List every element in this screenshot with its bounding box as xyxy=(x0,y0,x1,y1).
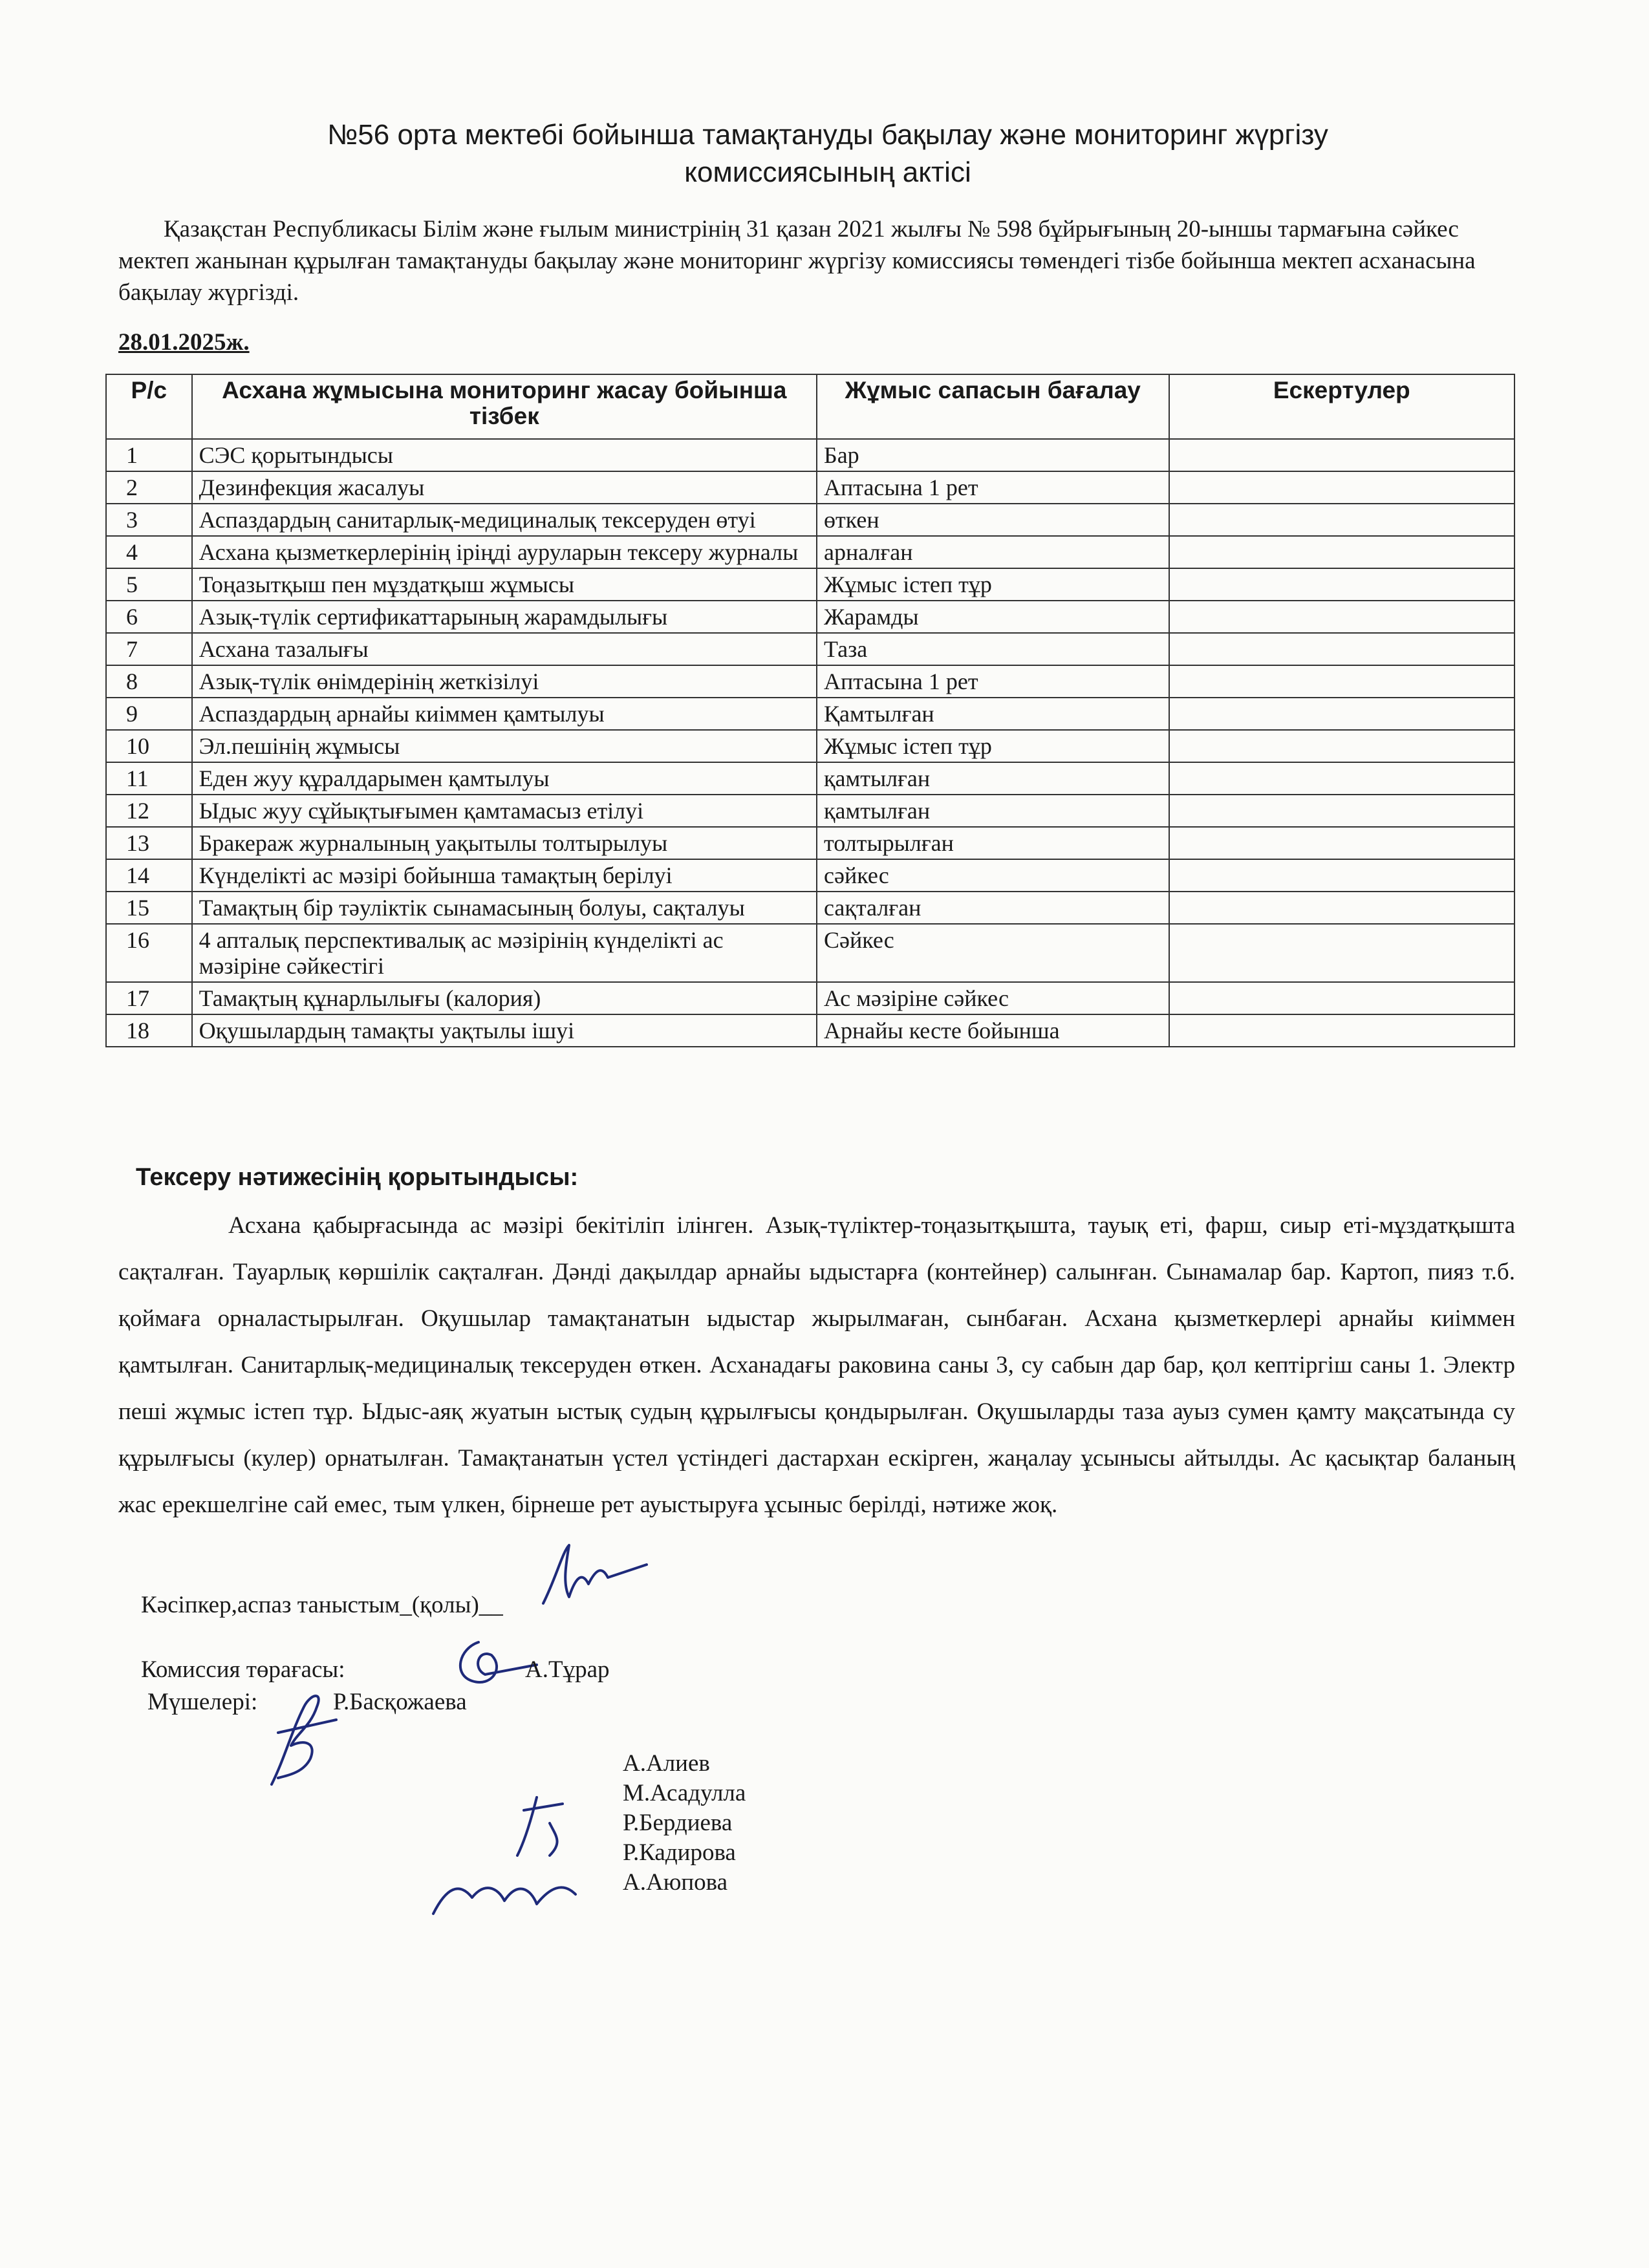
row-number: 1 xyxy=(106,439,192,471)
row-number: 5 xyxy=(106,568,192,601)
table-row xyxy=(106,665,1514,698)
row-quality: Ас мәзіріне сәйкес xyxy=(817,982,1169,1014)
member-signature-2 xyxy=(420,1784,601,1927)
row-quality: Таза xyxy=(817,633,1169,665)
chair-label: Комиссия төрағасы: xyxy=(141,1656,345,1683)
header-num: Р/с xyxy=(106,374,192,439)
row-criteria: Аспаздардың арнайы киіммен қамтылуы xyxy=(192,698,817,730)
row-notes xyxy=(1169,471,1514,504)
row-number: 12 xyxy=(106,795,192,827)
header-quality: Жұмыс сапасын бағалау xyxy=(817,374,1169,439)
table-row xyxy=(106,1014,1514,1047)
row-quality: арналған xyxy=(817,536,1169,568)
row-quality: толтырылған xyxy=(817,827,1169,859)
results-title: Тексеру нәтижесінің қорытындысы: xyxy=(136,1164,579,1191)
row-number: 13 xyxy=(106,827,192,859)
header-criteria: Асхана жұмысына мониторинг жасау бойынша тізбек xyxy=(192,374,817,439)
results-text: Асхана қабырғасында ас мәзірі бекітіліп ілінген. Азық-түліктер-тоңазытқышта, тауық еті, фарш, сиыр еті-мұздатқышта сақталған. Тауарлық көршілік сақталған. Дәнді дақылдар арнайы ыдыстарға (контейнер) салынған. Сынамалар бар. Картоп, пияз т.б. қоймаға орналастырылған. Оқушылар тамақтанатын ыдыстар жырылмаған, сынбаған. Асхана қызметкерлері арнайы киіммен қамтылған. Санитарлық-медициналық тексеруден өткен. Асханадағы раковина саны 3, су сабын дар бар, қол кептіргіш саны 1. Электр пеші жұмыс істеп тұр. Ыдыс-аяқ жуатын ыстық судың құрылғысы қондырылған. Оқушыларды таза ауыз сумен қамту мақсатында су құрылғысы (кулер) орнатылған. Тамақтанатын үстел үстіндегі дастархан ескірген, жаңалау ұсынысы айтылды. Ас қасықтар баланың жас ерекшелгіне сай емес, тым үлкен, бірнеше рет ауыстыруға ұсыныс берілді, нәтиже жоқ. xyxy=(118,1212,1515,1518)
member-first-name: Р.Басқожаева xyxy=(333,1689,467,1715)
table-row xyxy=(106,859,1514,892)
row-notes xyxy=(1169,568,1514,601)
row-quality: қамтылған xyxy=(817,762,1169,795)
row-notes xyxy=(1169,762,1514,795)
table-row xyxy=(106,892,1514,924)
title-line-1: №56 орта мектебі бойынша тамақтануды бақылау және мониторинг жүргізу xyxy=(327,119,1328,151)
row-criteria: Тамақтың бір тәуліктік сынамасының болуы, сақталуы xyxy=(192,892,817,924)
table-row xyxy=(106,601,1514,633)
intro-text: Қазақстан Республикасы Білім және ғылым министрінің 31 қазан 2021 жылғы № 598 бұйрығының 20-ыншы тармағына сәйкес мектеп жанынан құрылған тамақтануды бақылау және мониторинг жүргізу комиссиясы төмендегі тізбе бойынша мектеп асханасына бақылау жүргізді. xyxy=(118,216,1476,306)
row-quality: Сәйкес xyxy=(817,924,1169,982)
row-quality: Бар xyxy=(817,439,1169,471)
table-row xyxy=(106,504,1514,536)
cook-acknowledgement: Кәсіпкер,аспаз таныстым_(қолы)__ xyxy=(141,1592,503,1618)
row-notes xyxy=(1169,827,1514,859)
member-name: А.Алиев xyxy=(623,1750,710,1777)
cook-signature xyxy=(530,1539,660,1616)
row-quality: сақталған xyxy=(817,892,1169,924)
row-notes xyxy=(1169,504,1514,536)
member-name: Р.Кадирова xyxy=(623,1839,736,1866)
row-criteria: СЭС қорытындысы xyxy=(192,439,817,471)
table-row xyxy=(106,827,1514,859)
table-row xyxy=(106,982,1514,1014)
row-number: 10 xyxy=(106,730,192,762)
row-notes xyxy=(1169,730,1514,762)
row-number: 16 xyxy=(106,924,192,982)
row-quality: сәйкес xyxy=(817,859,1169,892)
row-notes xyxy=(1169,633,1514,665)
row-quality: Арнайы кесте бойынша xyxy=(817,1014,1169,1047)
row-number: 17 xyxy=(106,982,192,1014)
header-notes: Ескертулер xyxy=(1169,374,1514,439)
row-criteria: Бракераж журналының уақытылы толтырылуы xyxy=(192,827,817,859)
row-number: 18 xyxy=(106,1014,192,1047)
row-notes xyxy=(1169,859,1514,892)
row-quality: Аптасына 1 рет xyxy=(817,471,1169,504)
row-notes xyxy=(1169,698,1514,730)
row-notes xyxy=(1169,601,1514,633)
row-criteria: Тамақтың құнарлылығы (калория) xyxy=(192,982,817,1014)
row-number: 14 xyxy=(106,859,192,892)
table-header-row xyxy=(106,374,1514,439)
table-row xyxy=(106,568,1514,601)
act-date: 28.01.2025ж. xyxy=(118,329,250,356)
row-quality: Жарамды xyxy=(817,601,1169,633)
results-paragraph xyxy=(118,1203,1515,1528)
row-criteria: Ыдыс жуу сұйықтығымен қамтамасыз етілуі xyxy=(192,795,817,827)
table-row xyxy=(106,633,1514,665)
row-notes xyxy=(1169,795,1514,827)
row-quality: Жұмыс істеп тұр xyxy=(817,730,1169,762)
row-number: 7 xyxy=(106,633,192,665)
row-notes xyxy=(1169,924,1514,982)
table-row xyxy=(106,924,1514,982)
row-criteria: Асхана қызметкерлерінің іріңді ауруларын тексеру журналы xyxy=(192,536,817,568)
row-number: 9 xyxy=(106,698,192,730)
row-number: 15 xyxy=(106,892,192,924)
row-criteria: Еден жуу құралдарымен қамтылуы xyxy=(192,762,817,795)
row-notes xyxy=(1169,665,1514,698)
row-notes xyxy=(1169,892,1514,924)
row-criteria: Оқушылардың тамақты уақтылы ішуі xyxy=(192,1014,817,1047)
table-body xyxy=(106,439,1514,1047)
table-row xyxy=(106,795,1514,827)
row-criteria: Эл.пешінің жұмысы xyxy=(192,730,817,762)
table-row xyxy=(106,471,1514,504)
member-name: М.Асадулла xyxy=(623,1780,746,1806)
row-notes xyxy=(1169,982,1514,1014)
row-number: 6 xyxy=(106,601,192,633)
member-name: А.Аюпова xyxy=(623,1869,728,1896)
members-list xyxy=(623,1749,746,1898)
row-quality: өткен xyxy=(817,504,1169,536)
row-criteria: Дезинфекция жасалуы xyxy=(192,471,817,504)
row-quality: Қамтылған xyxy=(817,698,1169,730)
row-notes xyxy=(1169,536,1514,568)
table-row xyxy=(106,536,1514,568)
table-row xyxy=(106,698,1514,730)
row-number: 2 xyxy=(106,471,192,504)
title-line-2: комиссиясының актісі xyxy=(684,156,971,188)
row-criteria: Тоңазытқыш пен мұздатқыш жұмысы xyxy=(192,568,817,601)
intro-paragraph xyxy=(118,213,1515,308)
members-label: Мүшелері: xyxy=(147,1689,258,1715)
table-row xyxy=(106,730,1514,762)
monitoring-table xyxy=(105,374,1515,1047)
row-quality: Жұмыс істеп тұр xyxy=(817,568,1169,601)
row-criteria: Күнделікті ас мәзірі бойынша тамақтың берілуі xyxy=(192,859,817,892)
row-notes xyxy=(1169,1014,1514,1047)
row-quality: Аптасына 1 рет xyxy=(817,665,1169,698)
row-criteria: Аспаздардың санитарлық-медициналық тексеруден өтуі xyxy=(192,504,817,536)
chair-name: А.Тұрар xyxy=(525,1656,610,1683)
row-notes xyxy=(1169,439,1514,471)
row-number: 8 xyxy=(106,665,192,698)
row-criteria: Азық-түлік өнімдерінің жеткізілуі xyxy=(192,665,817,698)
table-row xyxy=(106,439,1514,471)
row-quality: қамтылған xyxy=(817,795,1169,827)
member-name: Р.Бердиева xyxy=(623,1810,733,1836)
row-criteria: 4 апталық перспективалық ас мәзірінің күнделікті ас мәзіріне сәйкестігі xyxy=(192,924,817,982)
document-title xyxy=(194,116,1461,191)
row-criteria: Азық-түлік сертификаттарының жарамдылығы xyxy=(192,601,817,633)
table-row xyxy=(106,762,1514,795)
row-criteria: Асхана тазалығы xyxy=(192,633,817,665)
row-number: 4 xyxy=(106,536,192,568)
row-number: 11 xyxy=(106,762,192,795)
row-number: 3 xyxy=(106,504,192,536)
